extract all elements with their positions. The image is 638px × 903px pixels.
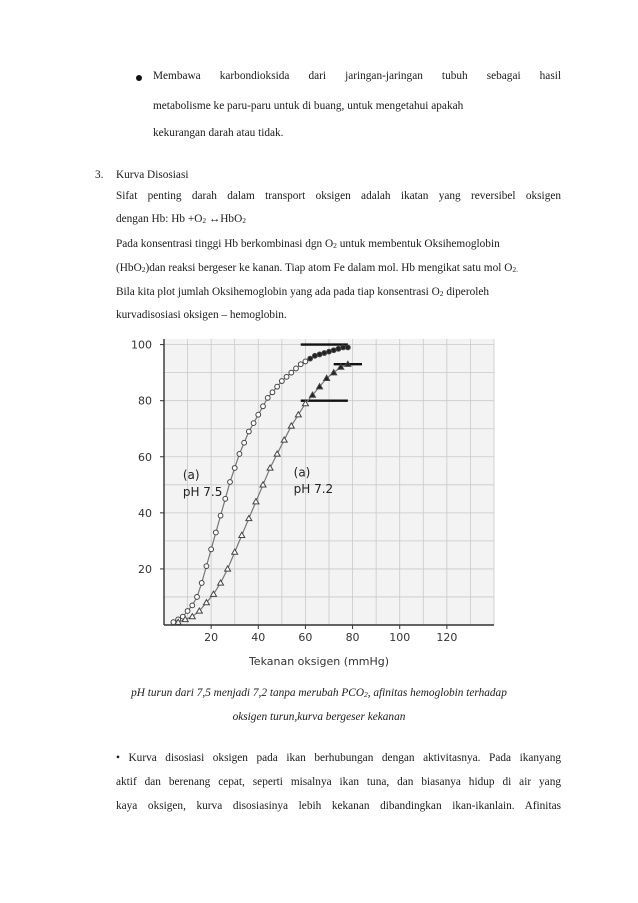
x-tick-label: 60 xyxy=(298,631,313,644)
series-label-ph: pH 7.2 xyxy=(293,482,334,497)
point-ph75 xyxy=(312,353,317,358)
para-line-2: aktif dan berenang cepat, seperti misalnya ikan tuna, dan biasanya hidup di air yang xyxy=(116,776,561,788)
point-ph75 xyxy=(223,496,228,501)
x-tick-label: 120 xyxy=(436,631,458,644)
y-tick-label: 20 xyxy=(138,562,152,576)
para-line-3: kaya oksigen, kurva disosiasinya lebih kekanan dibandingkan ikan-ikanlain. Afinitas xyxy=(116,800,561,812)
point-ph75 xyxy=(303,359,308,364)
point-ph75 xyxy=(294,366,299,371)
point-ph75 xyxy=(298,362,303,367)
point-ph75 xyxy=(190,603,195,608)
point-ph75 xyxy=(317,352,322,357)
bullet-icon xyxy=(136,75,142,81)
point-ph75 xyxy=(322,351,327,356)
point-ph75 xyxy=(327,349,332,354)
point-ph75 xyxy=(242,440,247,445)
point-ph75 xyxy=(270,390,275,395)
section-line-2: dengan Hb: $Hb +O_2$ ↔HbO$_2$ xyxy=(116,213,246,225)
point-ph75 xyxy=(204,564,209,569)
caption-line-2: oksigen turun,kurva bergeser kekanan xyxy=(232,711,406,723)
point-ph75 xyxy=(275,384,280,389)
para-line-1: • Kurva disosiasi oksigen pada ikan berhubungan dengan aktivitasnya. Pada ikanyang xyxy=(116,752,561,764)
point-ph75 xyxy=(261,404,266,409)
point-ph75 xyxy=(218,513,223,518)
point-ph75 xyxy=(213,530,218,535)
series-label-ph: pH 7.5 xyxy=(182,485,223,500)
dissociation-chart xyxy=(120,325,520,670)
section-number: 3. xyxy=(95,169,104,181)
point-ph75 xyxy=(251,421,256,426)
series-label-a: (a) xyxy=(182,468,200,483)
point-ph75 xyxy=(345,345,350,350)
point-ph75 xyxy=(199,581,204,586)
y-tick-label: 80 xyxy=(138,394,152,408)
point-ph75 xyxy=(284,374,289,379)
x-tick-label: 40 xyxy=(251,631,266,644)
section-line-3: Pada konsentrasi tinggi Hb berkombinasi dgn $O_2$ untuk membentuk Oksihemoglobin xyxy=(116,238,500,250)
bullet-line-2: metabolisme ke paru-paru untuk di buang, untuk mengetahui apakah xyxy=(153,100,464,112)
x-tick-label: 80 xyxy=(345,631,360,644)
section-line-4: (HbO$_2$)dan reaksi bergeser ke kanan. Tiap atom Fe dalam mol. Hb mengikat satu mol $O_{2.}$ xyxy=(116,262,518,274)
point-ph75 xyxy=(341,345,346,350)
y-tick-label: 100 xyxy=(131,338,152,352)
y-tick-label: 60 xyxy=(138,450,152,464)
point-ph75 xyxy=(331,348,336,353)
point-ph75 xyxy=(256,412,261,417)
section-line-5: Bila kita plot jumlah Oksihemoglobin yang ada pada tiap konsentrasi $O_2$ diperoleh xyxy=(116,286,490,298)
bullet-line-1: Membawa karbondioksida dari jaringan-jaringan tubuh sebagai hasil xyxy=(153,70,561,82)
point-ph75 xyxy=(185,609,190,614)
point-ph75 xyxy=(336,346,341,351)
point-ph75 xyxy=(246,429,251,434)
point-ph75 xyxy=(265,395,270,400)
y-tick-label: 40 xyxy=(138,506,152,520)
point-ph75 xyxy=(232,466,237,471)
x-tick-label: 20 xyxy=(204,631,219,644)
point-ph75 xyxy=(279,379,284,384)
x-tick-label: 100 xyxy=(389,631,411,644)
point-ph75 xyxy=(289,370,294,375)
caption-line-1: pH turun dari 7,5 menjadi 7,2 tanpa merubah $PCO_2$, afinitas hemoglobin terhadap xyxy=(131,687,507,699)
x-axis-label: Tekanan oksigen (mmHg) xyxy=(248,655,390,668)
point-ph75 xyxy=(209,547,214,552)
point-ph75 xyxy=(195,595,200,600)
point-ph75 xyxy=(308,356,313,361)
point-ph75 xyxy=(237,452,242,457)
section-line-6: kurvadisosiasi oksigen – hemoglobin. xyxy=(116,309,287,321)
section-title: Kurva Disosiasi xyxy=(116,169,189,181)
point-ph75 xyxy=(228,480,233,485)
bullet-line-3: kekurangan darah atau tidak. xyxy=(153,127,284,139)
series-label-a: (a) xyxy=(293,465,311,480)
section-line-1: Sifat penting darah dalam transport oksigen adalah ikatan yang reversibel oksigen xyxy=(116,190,561,202)
